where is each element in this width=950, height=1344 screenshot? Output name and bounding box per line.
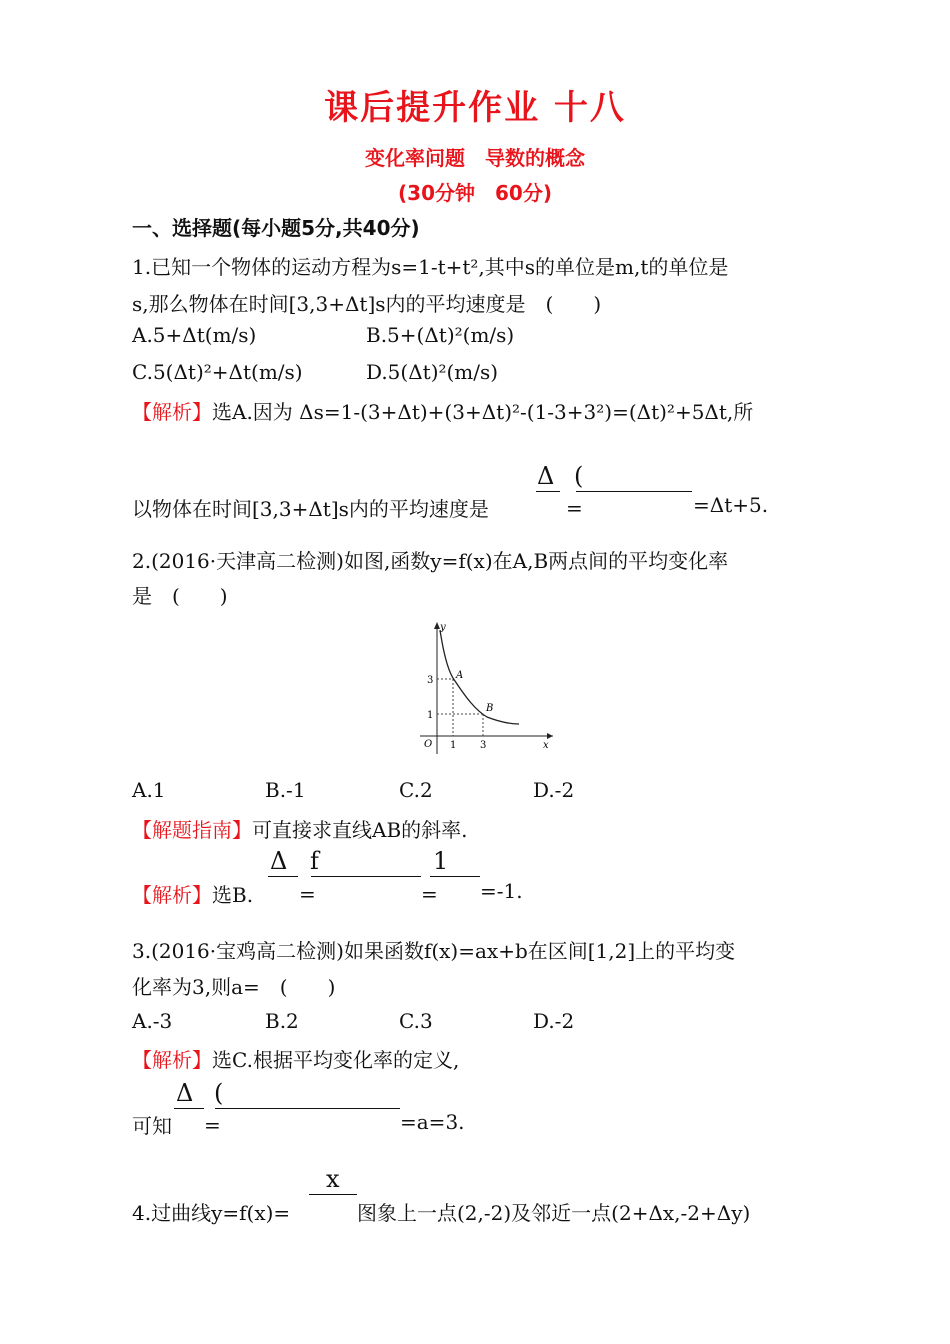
q1-solution-line1 xyxy=(132,396,753,425)
function-curve xyxy=(440,630,519,724)
tick-y-1: 1 xyxy=(427,710,434,721)
q2-option-c: C.2 xyxy=(399,778,433,802)
tick-x-3: 3 xyxy=(480,740,487,751)
q2-fraction-bar-2 xyxy=(311,876,421,877)
q3-option-b: B.2 xyxy=(265,1009,299,1033)
q2-guide-tag: 【解题指南】 xyxy=(132,818,252,842)
q2-equals-2: = xyxy=(421,882,438,906)
page-subtitle: 变化率问题 导数的概念 xyxy=(365,146,585,170)
q2-solution-tag: 【解析】 xyxy=(132,883,212,907)
tick-x-1: 1 xyxy=(450,740,457,751)
q1-stem-line1: 1.已知一个物体的运动方程为s=1-t+t²,其中s的单位是m,t的单位是 xyxy=(132,255,729,279)
point-b-label: B xyxy=(486,703,494,714)
q3-fraction-numerator-delta: Δ xyxy=(176,1079,194,1107)
q4-fraction-bar xyxy=(309,1194,357,1195)
q1-fraction-numerator-paren: ( xyxy=(574,462,584,490)
point-a-label: A xyxy=(456,670,464,681)
section-heading: 一、选择题(每小题5分,共40分) xyxy=(132,216,420,240)
q3-option-d: D.-2 xyxy=(533,1009,575,1033)
q1-solution-text: 选A.因为 Δs=1-(3+Δt)+(3+Δt)²-(1-3+3²)=(Δt)²+5Δt,所 xyxy=(212,400,754,424)
q1-equals: = xyxy=(566,496,583,520)
y-axis-label: y xyxy=(440,622,446,633)
q4-fraction-numerator-x: x xyxy=(326,1165,340,1193)
q1-solution-tag: 【解析】 xyxy=(132,400,212,424)
q1-fraction-numerator-delta: Δ xyxy=(537,462,555,490)
q1-fraction-bar-1 xyxy=(536,491,560,492)
q2-guide xyxy=(132,814,468,843)
q1-option-d: D.5(Δt)²(m/s) xyxy=(366,360,499,384)
q1-option-c: C.5(Δt)²+Δt(m/s) xyxy=(132,360,303,384)
q2-stem-line1: 2.(2016·天津高二检测)如图,函数y=f(x)在A,B两点间的平均变化率 xyxy=(132,549,729,573)
q3-stem-line2: 化率为3,则a= ( ) xyxy=(132,975,336,999)
q1-option-a: A.5+Δt(m/s) xyxy=(132,323,257,347)
q1-fraction-bar-2 xyxy=(576,491,692,492)
q2-stem-line2: 是 ( ) xyxy=(132,584,228,608)
page-title: 课后提升作业 十八 xyxy=(324,88,626,128)
tick-y-3: 3 xyxy=(427,675,434,686)
q3-equals: = xyxy=(204,1113,221,1137)
q3-option-a: A.-3 xyxy=(132,1009,173,1033)
q2-option-d: D.-2 xyxy=(533,778,575,802)
q2-solution xyxy=(132,879,253,908)
q2-solution-pre: 选B. xyxy=(212,883,254,907)
x-axis-arrow xyxy=(547,733,553,739)
q2-solution-result: =-1. xyxy=(480,879,523,903)
q2-guide-text: 可直接求直线AB的斜率. xyxy=(252,818,468,842)
q1-option-b: B.5+(Δt)²(m/s) xyxy=(366,323,515,347)
time-score: (30分钟 60分) xyxy=(398,181,552,205)
q3-fraction-numerator-paren: ( xyxy=(214,1079,224,1107)
q2-equals-1: = xyxy=(299,882,316,906)
q4-stem-post: 图象上一点(2,-2)及邻近一点(2+Δx,-2+Δy) xyxy=(357,1201,751,1225)
q3-solution xyxy=(132,1044,459,1073)
q1-solution-result: =Δt+5. xyxy=(693,493,769,517)
q3-solution-result: =a=3. xyxy=(400,1110,465,1134)
q2-function-graph xyxy=(415,618,560,756)
q2-fraction-bar-3 xyxy=(430,876,480,877)
q3-solution-line2-pre: 可知 xyxy=(132,1114,172,1138)
q4-stem-pre: 4.过曲线y=f(x)= xyxy=(132,1201,291,1225)
q3-fraction-bar-1 xyxy=(174,1108,204,1109)
q3-solution-tag: 【解析】 xyxy=(132,1048,212,1072)
q2-fraction-numerator-f: f xyxy=(310,847,319,875)
q2-option-a: A.1 xyxy=(132,778,166,802)
q1-solution-line2: 以物体在时间[3,3+Δt]s内的平均速度是 xyxy=(132,497,489,521)
q3-stem-line1: 3.(2016·宝鸡高二检测)如果函数f(x)=ax+b在区间[1,2]上的平均变 xyxy=(132,939,736,963)
q3-solution-text: 选C.根据平均变化率的定义, xyxy=(212,1048,460,1072)
q2-fraction-bar-1 xyxy=(268,876,298,877)
q3-fraction-bar-2 xyxy=(215,1108,400,1109)
q1-stem-line2: s,那么物体在时间[3,3+Δt]s内的平均速度是 ( ) xyxy=(132,292,602,316)
q2-fraction-numerator-delta: Δ xyxy=(270,847,288,875)
q2-option-b: B.-1 xyxy=(265,778,306,802)
origin-label: O xyxy=(424,739,433,750)
q3-option-c: C.3 xyxy=(399,1009,433,1033)
x-axis-label: x xyxy=(543,740,549,751)
q2-fraction-numerator-1: 1 xyxy=(433,847,449,875)
